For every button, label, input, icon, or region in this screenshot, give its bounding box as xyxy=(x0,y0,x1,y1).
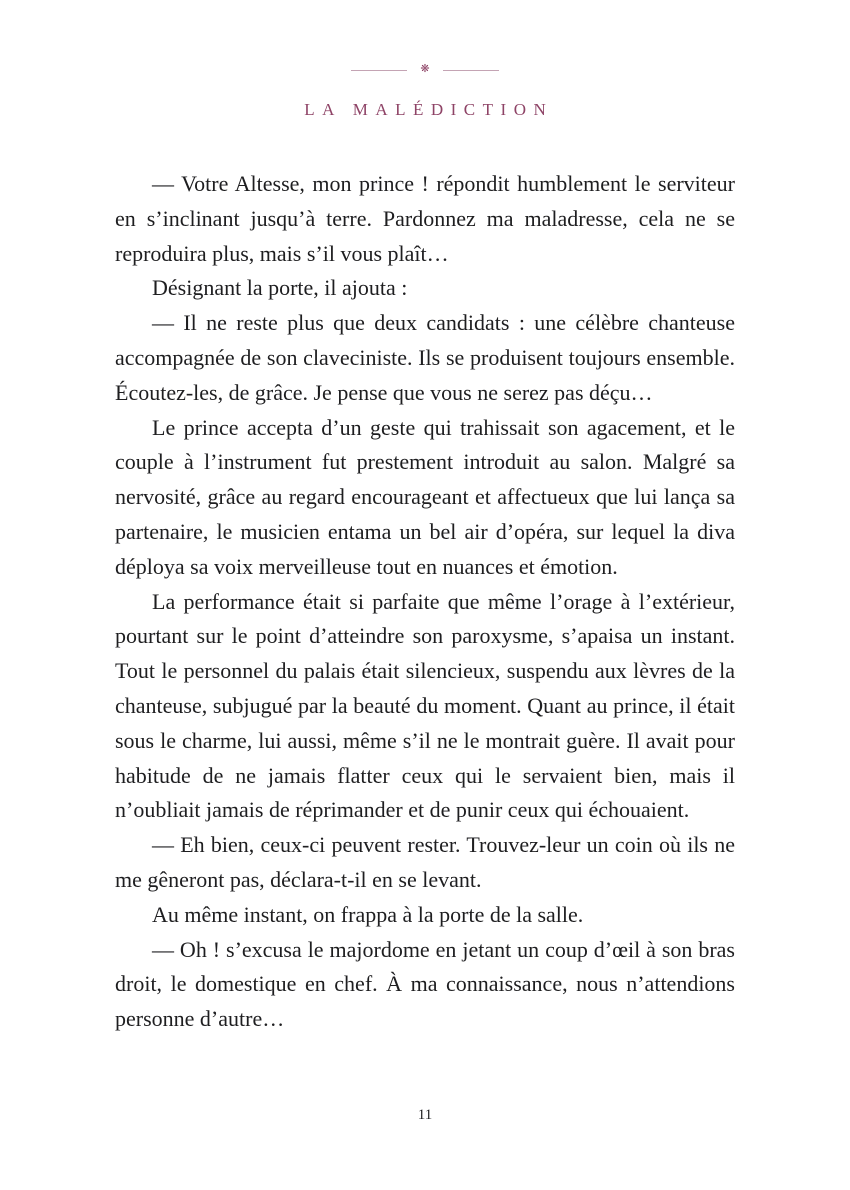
chapter-title: LA MALÉDICTION xyxy=(304,100,554,119)
paragraph-dialogue: — Votre Altesse, mon prince ! répondit humblement le serviteur en s’inclinant jusqu’à terre. Pardonnez ma maladresse, cela ne se reproduira plus, mais s’il vous plaît… xyxy=(115,171,735,266)
paragraph-narration: La performance était si parfaite que même l’orage à l’extérieur, pourtant sur le point d’atteindre son paroxysme, s’apaisa un instant. Tout le personnel du palais était silencieux, suspendu aux lèvres de la chanteuse, subjugué par la beauté du moment. Quant au prince, il était sous le charme, lui aussi, même s’il ne le montrait guère. Il avait pour habitude de ne jamais flatter ceux qui le servaient bien, mais il n’oubliait jamais de réprimander et de punir ceux qui échouaient. xyxy=(115,588,735,823)
ornament-rule-right xyxy=(443,70,499,71)
page-number: 11 xyxy=(417,1107,433,1123)
star-icon: ❋ xyxy=(420,62,430,75)
paragraph-dialogue: — Il ne reste plus que deux candidats : une célèbre chanteuse accompagnée de son claveciniste. Ils se produisent toujours ensemble. Écoutez-les, de grâce. Je pense que vous ne serez pas déçu… xyxy=(115,310,735,405)
ornament-rule-left xyxy=(351,70,407,71)
paragraph-narration: Le prince accepta d’un geste qui trahissait son agacement, et le couple à l’instrument fut prestement introduit au salon. Malgré sa nervosité, grâce au regard encourageant et affectueux que lui lança sa partenaire, le musicien entama un bel air d’opéra, sur lequel la diva déploya sa voix merveilleuse tout en nuances et émotion. xyxy=(115,414,735,579)
body-text xyxy=(115,167,735,1037)
paragraph-dialogue: — Eh bien, ceux-ci peuvent rester. Trouvez-leur un coin où ils ne me gêneront pas, déclara-t-il en se levant. xyxy=(115,832,735,892)
chapter-header xyxy=(0,62,850,120)
paragraph-dialogue: — Oh ! s’excusa le majordome en jetant un coup d’œil à son bras droit, le domestique en chef. À ma connaissance, nous n’attendions personne d’autre… xyxy=(115,936,735,1032)
paragraph-narration: Désignant la porte, il ajouta : xyxy=(152,275,408,301)
chapter-ornament xyxy=(0,62,850,78)
paragraph-narration: Au même instant, on frappa à la porte de la salle. xyxy=(152,901,584,927)
